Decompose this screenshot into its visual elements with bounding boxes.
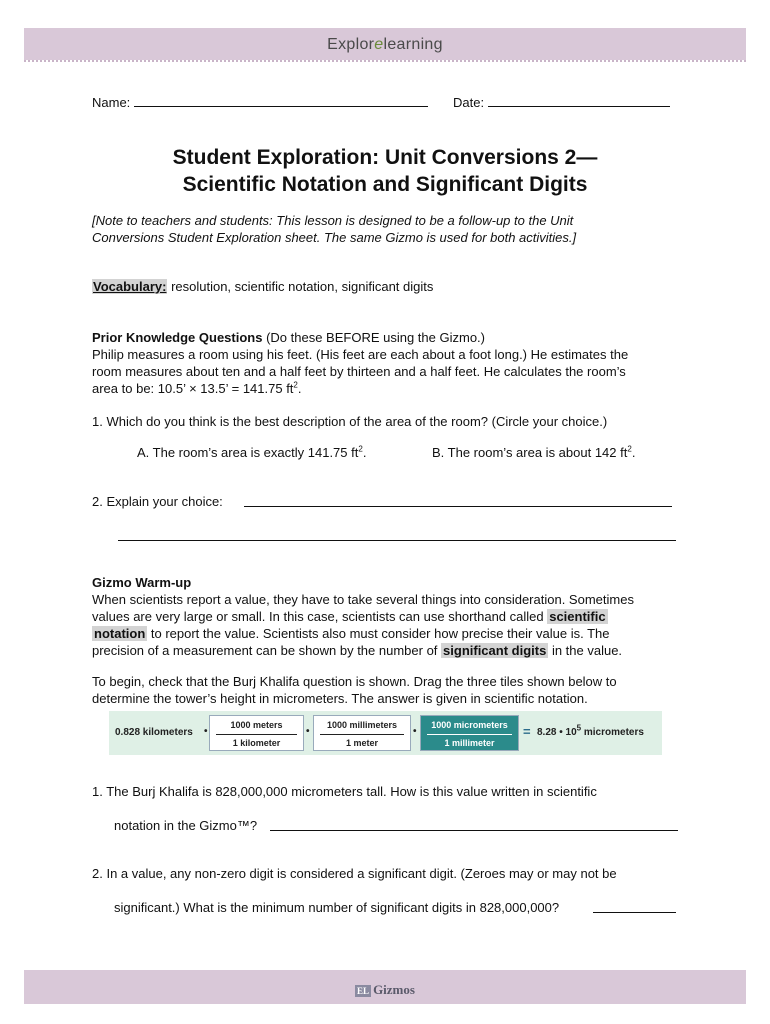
prior-question-2: 2. Explain your choice: [92, 494, 223, 509]
answer-line[interactable] [244, 506, 672, 507]
answer-line[interactable] [593, 912, 676, 913]
tile-millimeters-per-meter[interactable]: 1000 millimeters 1 meter [313, 715, 411, 751]
page-subtitle: Scientific Notation and Significant Digits [182, 173, 588, 196]
warmup-text-6: determine the tower’s height in micrometers. The answer is given in scientific notation. [92, 691, 588, 706]
dot-separator: • [413, 726, 417, 737]
gizmos-icon: EL [357, 986, 370, 997]
question-1: 1. The Burj Khalifa is 828,000,000 micrometers tall. How is this value written in scientific [92, 784, 597, 799]
term-notation: notation [94, 626, 146, 641]
name-label: Name: [92, 95, 131, 110]
vocabulary-terms: resolution, scientific notation, significant digits [167, 279, 434, 294]
prior-text-1: Philip measures a room using his feet. (His feet are each about a foot long.) He estimates the [92, 347, 629, 362]
term-significant-digits: significant digits [443, 643, 547, 658]
date-label: Date: [453, 95, 485, 110]
choice-a[interactable]: A. The room’s area is exactly 141.75 $ft^2$. [137, 444, 367, 460]
prior-question-1: 1. Which do you think is the best description of the area of the room? (Circle your choice.) [92, 414, 608, 429]
question-1-continued: notation in the Gizmo™? [114, 818, 258, 833]
question-2: 2. In a value, any non-zero digit is considered a significant digit. (Zeroes may or may not be [92, 866, 617, 881]
warmup-text-3: notation to report the value. Scientists also must consider how precise their value is. The [94, 626, 610, 641]
warmup-text-4: precision of a measurement can be shown by the number of significant digits in the value. [92, 643, 623, 658]
vocabulary-label: Vocabulary: [93, 279, 167, 294]
equals-sign: = [523, 724, 531, 739]
note-line-1: [Note to teachers and students: This lesson is designed to be a follow-up to the Unit [92, 213, 574, 228]
answer-line[interactable] [270, 830, 678, 831]
date-blank[interactable] [488, 94, 670, 107]
tile-micrometers-per-millimeter[interactable]: 1000 micrometers 1 millimeter [420, 715, 519, 751]
dot-separator: • [204, 726, 208, 737]
answer-line[interactable] [118, 540, 676, 541]
term-scientific: scientific [549, 609, 606, 624]
vocabulary [92, 278, 433, 295]
start-value: 0.828 kilometers [115, 727, 193, 738]
warmup-heading: Gizmo Warm-up [92, 575, 192, 590]
warmup-text-5: To begin, check that the Burj Khalifa question is shown. Drag the three tiles shown below to [92, 674, 617, 689]
header-divider [24, 60, 746, 62]
conversion-tiles-figure [109, 711, 662, 755]
choice-b[interactable]: B. The room’s area is about 142 $ft^2$. [432, 444, 636, 460]
gizmos-logo: EL Gizmos [357, 982, 415, 997]
prior-heading: Prior Knowledge Questions (Do these BEFORE using the Gizmo.) [92, 330, 485, 345]
note-line-2: Conversions Student Exploration sheet. The same Gizmo is used for both activities.] [92, 230, 577, 245]
result-value: 8.28 • $10^5$ micrometers [537, 723, 644, 738]
warmup-text-1: When scientists report a value, they have to take several things into consideration. Sometimes [92, 592, 634, 607]
warmup-text-2: values are very large or small. In this case, scientists can use shorthand called scientific [92, 609, 606, 624]
name-field[interactable] [92, 94, 428, 111]
page-title: Student Exploration: Unit Conversions 2— [172, 146, 598, 169]
prior-text-2: room measures about ten and a half feet by thirteen and a half feet. He calculates the room’s [92, 364, 626, 379]
tile-meters-per-kilometer[interactable]: 1000 meters 1 kilometer [209, 715, 304, 751]
brand-logo: Explorelearning [327, 36, 443, 53]
question-2-continued: significant.) What is the minimum number of significant digits in 828,000,000? [114, 900, 560, 915]
name-blank[interactable] [134, 94, 428, 107]
dot-separator: • [306, 726, 310, 737]
prior-text-3: area to be: 10.5’ × 13.5’ = 141.75 $ft^2$. [92, 380, 302, 396]
date-field[interactable] [453, 94, 670, 111]
